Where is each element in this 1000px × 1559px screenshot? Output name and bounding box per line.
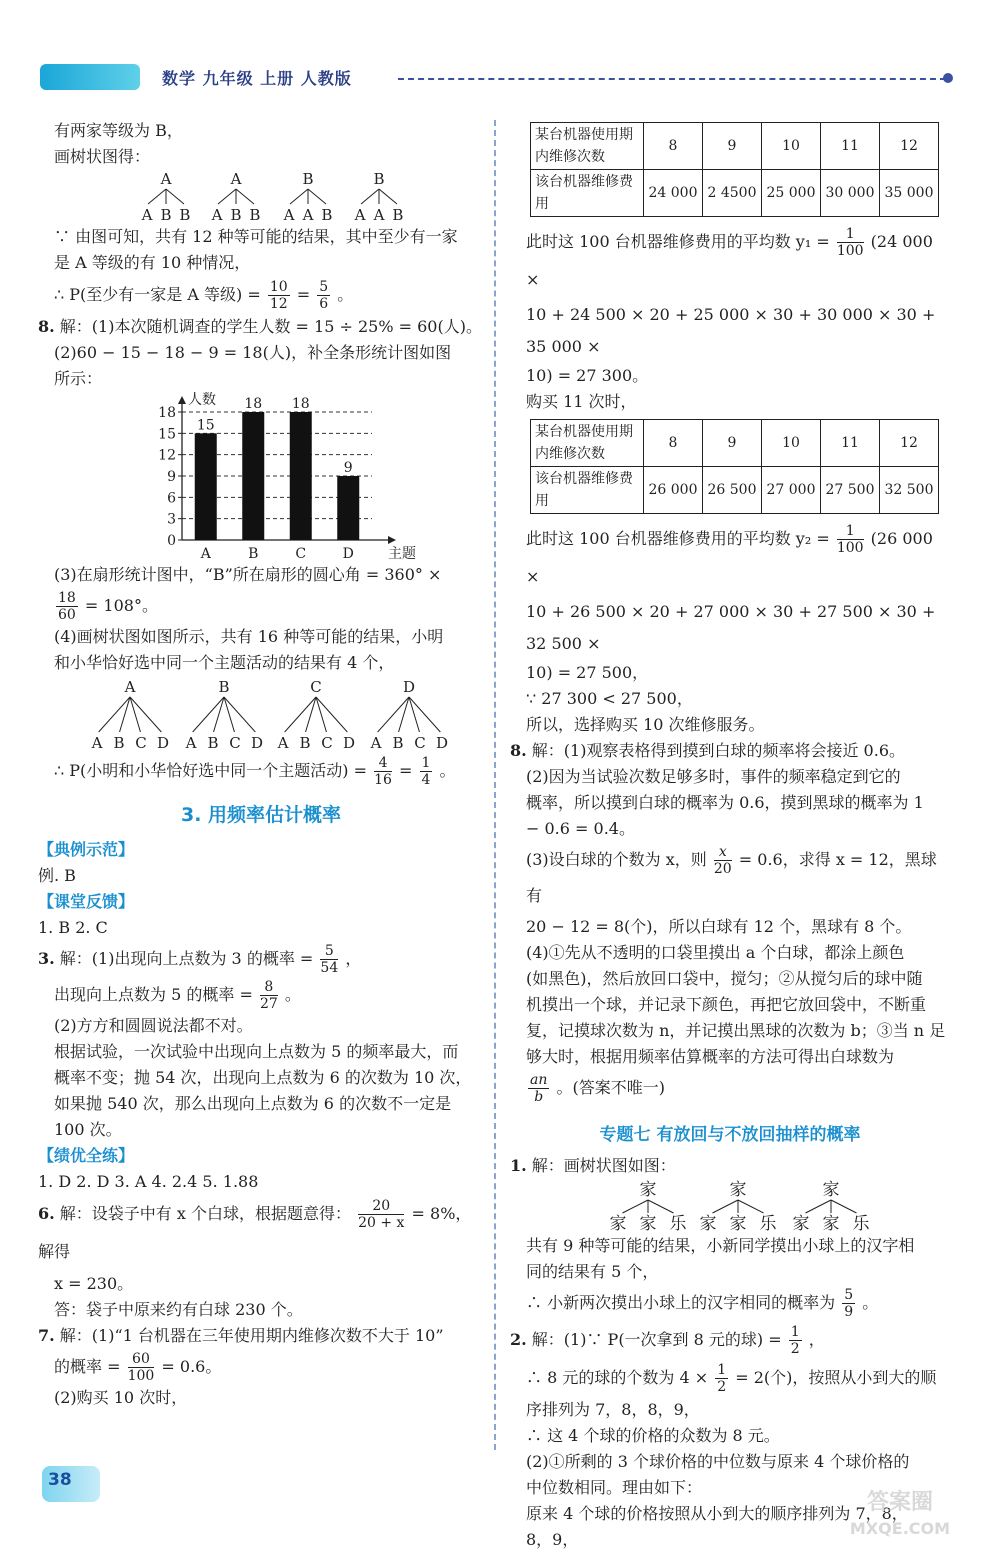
- text-line: [38, 1349, 484, 1385]
- tree-node: A: [302, 206, 314, 224]
- tree-node: C: [321, 734, 333, 752]
- tree-branch: [378, 697, 409, 732]
- text-line: 机摸出一个球，并记录下颜色，再把它放回袋中，不断重: [526, 995, 927, 1014]
- tree-node: D: [250, 734, 264, 752]
- text-fragment: 。: [439, 761, 456, 780]
- tree-node: A: [124, 678, 136, 696]
- text-fragment: 。: [862, 1293, 879, 1312]
- text-line: 和小华恰好选中同一个主题活动的结果有 4 个，: [54, 653, 395, 672]
- question-number: 3.: [38, 949, 55, 968]
- tree-branch: [738, 1200, 764, 1213]
- text-fragment: ，: [345, 949, 362, 968]
- table-header-cell: 该台机器维修费用: [531, 467, 644, 514]
- tree-node: 家: [822, 1214, 840, 1233]
- y-tick-label: 18: [158, 405, 176, 421]
- numerator: 5: [844, 1287, 854, 1303]
- denominator: b: [534, 1089, 544, 1105]
- answers-line: 1. B 2. C: [38, 918, 108, 937]
- text-fragment: = 108°。: [84, 596, 158, 615]
- fraction: [714, 844, 732, 877]
- text-line: 100 次。: [54, 1120, 122, 1139]
- text-fragment: = 2(个)，按照从小到大的顺: [735, 1368, 937, 1387]
- question-number: 1.: [510, 1156, 527, 1175]
- text-line: [38, 977, 484, 1013]
- text-line: 10 + 26 500 × 20 + 27 000 × 30 + 27 500 × 30 + 32 500 ×: [526, 602, 936, 653]
- y-tick-label: 9: [167, 469, 176, 485]
- tree-node: B: [113, 734, 125, 752]
- text-line: 10) = 27 500，: [526, 663, 649, 682]
- numerator: 5: [320, 943, 338, 960]
- text-line: 序排列为 7，8，8，9，: [526, 1400, 700, 1419]
- series-logo: [40, 64, 140, 90]
- tree-node: B: [392, 206, 404, 224]
- tree-node: D: [342, 734, 356, 752]
- table-row: [531, 123, 939, 170]
- denominator: 54: [320, 960, 339, 976]
- right-column: [510, 118, 950, 1553]
- numerator: 8: [260, 979, 278, 996]
- tree-diagram-3: [510, 1179, 950, 1233]
- y-tick-label: 15: [158, 426, 176, 443]
- text-line: 购买 11 次时，: [526, 392, 637, 411]
- answers-line: 1. D 2. D 3. A 4. 2.4 5. 1.88: [38, 1172, 259, 1191]
- tree-branch: [99, 697, 130, 732]
- page-number: 38: [42, 1466, 100, 1502]
- column-divider: [494, 120, 496, 1450]
- text-line: 复，记摸球次数为 n，并记摸出黑球的次数为 b；③当 n 足: [526, 1021, 946, 1040]
- fraction: [842, 1287, 855, 1320]
- table-cell: 9: [703, 123, 762, 170]
- tree-node: A: [230, 170, 242, 188]
- tree-node: C: [414, 734, 426, 752]
- y-axis-arrow: [178, 396, 186, 404]
- table-cell: 12: [880, 420, 939, 467]
- x-tick-label: B: [248, 546, 259, 562]
- text-line: − 0.6 = 0.4。: [526, 819, 635, 838]
- fraction: [837, 523, 864, 556]
- tree-diagram-2: [38, 676, 484, 752]
- tree-branch: [308, 189, 326, 204]
- tree-branch: [218, 189, 236, 204]
- text-fragment: 此时这 100 台机器维修费用的平均数 y₁ =: [526, 232, 830, 251]
- tree-diagram-2-svg: [38, 676, 484, 752]
- text-fragment: 解：(1)“1 台机器在三年使用期内维修次数不大于 10”: [59, 1326, 444, 1345]
- text-fragment: 。: [337, 285, 354, 304]
- text-fragment: (3)设白球的个数为 x，则: [526, 850, 707, 869]
- denominator: 27: [259, 996, 278, 1012]
- table-cell: 12: [880, 123, 939, 170]
- section-tag: 【课堂反馈】: [38, 892, 135, 911]
- tree-node: A: [211, 206, 223, 224]
- numerator: 1: [790, 1324, 800, 1340]
- denominator: 20 + x: [358, 1215, 405, 1231]
- tree-node: B: [302, 170, 314, 188]
- text-line: 10) = 27 300。: [526, 366, 649, 385]
- x-tick-label: D: [342, 546, 354, 562]
- denominator: 16: [374, 772, 392, 788]
- watermark-line: MXQE.COM: [849, 1519, 951, 1538]
- tree-node: 家: [699, 1214, 717, 1233]
- page-header: [40, 62, 960, 96]
- question-6: [38, 1195, 484, 1271]
- numerator: 1: [837, 523, 864, 540]
- tree-node: A: [141, 206, 153, 224]
- bar-chart-svg: [38, 392, 484, 562]
- text-fragment: 解：(1)本次随机调查的学生人数 = 15 ÷ 25% = 60(人)。: [59, 317, 482, 336]
- text-line: [38, 588, 484, 624]
- table-cell: 30 000: [821, 170, 880, 217]
- text-line: ∵ 由图可知，共有 12 种等可能的结果，其中至少有一家: [54, 227, 458, 246]
- x-axis-arrow: [388, 536, 396, 544]
- question-number: 2.: [510, 1330, 527, 1349]
- fraction: [837, 226, 864, 259]
- text-line: [510, 1285, 950, 1321]
- question-number: 7.: [38, 1326, 55, 1345]
- tree-diagram-1-svg: [38, 170, 484, 224]
- text-line: 概率，所以摸到白球的概率为 0.6，摸到黑球的概率为 1: [526, 793, 924, 812]
- denominator: 100: [836, 243, 864, 259]
- section-tag: 【典例示范】: [38, 840, 135, 859]
- repair-table-10: [530, 122, 939, 217]
- text-line: 答：袋子中原来约有白球 230 个。: [54, 1300, 303, 1319]
- text-fragment: = 0.6，求得 x = 12，黑球有: [526, 850, 937, 905]
- denominator: 60: [58, 607, 76, 623]
- text-fragment: 解：(1)观察表格得到摸到白球的频率将会接近 0.6。: [531, 741, 905, 760]
- table-cell: 8: [644, 420, 703, 467]
- numerator: 60: [128, 1351, 155, 1368]
- tree-node: B: [321, 206, 333, 224]
- tree-node: B: [299, 734, 311, 752]
- numerator: 1: [717, 1362, 727, 1378]
- tree-branch: [713, 1200, 739, 1213]
- fraction: [56, 590, 78, 623]
- text-fragment: 此时这 100 台机器维修费用的平均数 y₂ =: [526, 529, 830, 548]
- question-7: [38, 1323, 484, 1349]
- numerator: 20: [358, 1198, 404, 1215]
- table-cell: 2 4500: [703, 170, 762, 217]
- text-line: 共有 9 种等可能的结果，小新同学摸出小球上的汉字相: [526, 1236, 915, 1255]
- table-header-cell: 某台机器使用期内维修次数: [531, 123, 644, 170]
- tree-node: A: [277, 734, 289, 752]
- fraction: [789, 1324, 802, 1357]
- table-row: [531, 170, 939, 217]
- tree-node: B: [249, 206, 261, 224]
- text-fragment: =: [399, 761, 413, 780]
- text-fragment: 。(答案不唯一): [556, 1078, 665, 1097]
- table-cell: 11: [821, 123, 880, 170]
- tree-branch: [623, 1200, 649, 1213]
- tree-branch: [379, 189, 397, 204]
- text-fragment: ∴ 8 元的球的个数为 4 ×: [526, 1368, 709, 1387]
- text-fragment: ，: [808, 1330, 825, 1349]
- bar: [195, 433, 217, 540]
- tree-node: A: [370, 734, 382, 752]
- text-line: 原来 4 个球的价格按照从小到大的顺序排列为 7，8，: [526, 1504, 908, 1523]
- fraction: [320, 943, 338, 976]
- text-line: 是 A 等级的有 10 种情况，: [54, 253, 251, 272]
- tree-node: 家: [792, 1214, 810, 1233]
- text-fragment: ∴ P(至少有一家是 A 等级) =: [54, 285, 261, 304]
- denominator: 2: [790, 1341, 800, 1357]
- topic-question-1: [510, 1153, 950, 1179]
- tree-branch: [316, 697, 347, 732]
- question-8: [38, 314, 484, 340]
- tree-node: B: [392, 734, 404, 752]
- header-dot: [943, 73, 953, 83]
- tree-node: A: [354, 206, 366, 224]
- text-fragment: ∴ P(小明和小华恰好选中同一个主题活动) =: [54, 761, 368, 780]
- tree-node: 家: [639, 1214, 657, 1233]
- y-tick-label: 12: [158, 447, 176, 464]
- text-line: 如果抛 540 次，那么出现向上点数为 6 的次数不一定是: [54, 1094, 452, 1113]
- text-fragment: ∴ 小新两次摸出小球上的汉字相同的概率为: [526, 1293, 836, 1312]
- table-row: [531, 420, 939, 467]
- text-fragment: 出现向上点数为 5 的概率 =: [54, 985, 253, 1004]
- tree-node: 家: [639, 1180, 657, 1200]
- text-line: x = 230。: [54, 1274, 134, 1293]
- probability-line: [38, 752, 484, 790]
- numerator: 1: [837, 226, 864, 243]
- text-fragment: 的概率 =: [54, 1357, 121, 1376]
- numerator: x: [714, 844, 732, 861]
- question-8-right: [510, 738, 950, 764]
- bar-data-label: 18: [291, 396, 310, 412]
- bar-data-label: 18: [244, 396, 263, 412]
- tree-branch: [166, 189, 184, 204]
- table-header-cell: 该台机器维修费用: [531, 170, 644, 217]
- tree-branch: [290, 189, 308, 204]
- y-tick-label: 6: [167, 490, 176, 507]
- table-cell: 35 000: [880, 170, 939, 217]
- numerator: 5: [319, 279, 329, 295]
- tree-branch: [130, 697, 161, 732]
- bar-data-label: 9: [343, 460, 353, 476]
- tree-node: 乐: [852, 1214, 870, 1233]
- table-cell: 26 000: [644, 467, 703, 514]
- question-number: 8.: [510, 741, 527, 760]
- denominator: 9: [844, 1304, 854, 1320]
- fraction: [268, 279, 290, 312]
- header-dashed-rule: [398, 78, 946, 80]
- denominator: 20: [713, 861, 732, 877]
- numerator: 1: [421, 755, 431, 771]
- tree-node: B: [218, 678, 230, 696]
- fraction: [374, 755, 392, 788]
- text-line: 中位数相同。理由如下：: [526, 1478, 703, 1497]
- fraction: [260, 979, 278, 1012]
- left-column: [38, 118, 484, 1411]
- tree-diagram-3-svg: [510, 1179, 950, 1233]
- tree-node: 家: [822, 1180, 840, 1200]
- text-fragment: 解：画树状图如图：: [531, 1156, 676, 1175]
- bar: [242, 412, 264, 540]
- text-line: (2)购买 10 次时，: [54, 1388, 188, 1407]
- text-line: 根据试验，一次试验中出现向上点数为 5 的频率最大，而: [54, 1042, 459, 1061]
- tree-branch: [285, 697, 316, 732]
- tree-diagram-1: [38, 170, 484, 224]
- denominator: 100: [836, 540, 864, 556]
- watermark-line: 答案圈: [866, 1490, 933, 1515]
- question-number: 8.: [38, 317, 55, 336]
- section-tag: 【绩优全练】: [38, 1146, 135, 1165]
- section-title: 3. 用频率估计概率: [180, 804, 342, 826]
- text-line: 所示：: [54, 369, 103, 388]
- fraction: [420, 755, 433, 788]
- text-line: 所以，选择购买 10 次维修服务。: [526, 715, 765, 734]
- table-row: [531, 467, 939, 514]
- tree-node: B: [230, 206, 242, 224]
- probability-line: [38, 276, 484, 314]
- x-axis-label: 主题: [388, 546, 416, 562]
- fraction: [715, 1362, 728, 1395]
- bar-chart: [38, 392, 484, 562]
- tree-branch: [193, 697, 224, 732]
- numerator: an: [530, 1072, 548, 1088]
- fraction: [358, 1198, 404, 1231]
- text-line: [510, 1070, 950, 1106]
- tree-node: A: [185, 734, 197, 752]
- table-cell: 32 500: [880, 467, 939, 514]
- numerator: 4: [374, 755, 392, 772]
- numerator: 10: [269, 279, 288, 295]
- topic-title: 专题七 有放回与不放回抽样的概率: [599, 1125, 861, 1145]
- text-line: (3)在扇形统计图中，“B”所在扇形的圆心角 = 360° ×: [54, 565, 442, 584]
- tree-node: 家: [729, 1180, 747, 1200]
- tree-node: 乐: [759, 1214, 777, 1233]
- tree-node: A: [160, 170, 172, 188]
- tree-node: B: [179, 206, 191, 224]
- text-line: 20 − 12 = 8(个)，所以白球有 12 个，黑球有 8 个。: [526, 917, 912, 936]
- text-fragment: 解：设袋子中有 x 个白球，根据题意得：: [59, 1204, 351, 1223]
- text-line: ∵ 27 300 < 27 500，: [526, 689, 693, 708]
- text-line: (2)60 − 15 − 18 − 9 = 18(人)，补全条形统计图如图: [54, 343, 452, 362]
- text-line: 10 + 24 500 × 20 + 25 000 × 30 + 30 000 × 30 + 35 000 ×: [526, 305, 936, 356]
- tree-branch: [148, 189, 166, 204]
- y-axis-label: 人数: [188, 392, 216, 408]
- tree-branch: [361, 189, 379, 204]
- table-cell: 25 000: [762, 170, 821, 217]
- tree-node: 乐: [669, 1214, 687, 1233]
- text-line: (4)①先从不透明的口袋里摸出 a 个白球，都涂上颜色: [526, 943, 905, 962]
- text-fragment: 。: [284, 985, 301, 1004]
- text-line: (2)因为当试验次数足够多时，事件的频率稳定到它的: [526, 767, 901, 786]
- x-tick-label: C: [295, 546, 307, 562]
- table-cell: 11: [821, 420, 880, 467]
- watermark: [820, 1490, 980, 1550]
- text-fragment: =: [296, 285, 311, 304]
- tree-node: D: [402, 678, 416, 696]
- y-tick-label: 0: [167, 533, 176, 549]
- header-title: 数学 九年级 上册 人教版: [162, 69, 352, 88]
- table-header-cell: 某台机器使用期内维修次数: [531, 420, 644, 467]
- fraction: [128, 1351, 155, 1384]
- tree-node: A: [283, 206, 295, 224]
- text-line: 同的结果有 5 个，: [526, 1262, 659, 1281]
- tree-node: B: [207, 734, 219, 752]
- denominator: 2: [717, 1379, 727, 1395]
- table-cell: 10: [762, 420, 821, 467]
- tree-node: 家: [609, 1214, 627, 1233]
- text-line: 例. B: [38, 866, 76, 885]
- tree-node: 家: [729, 1214, 747, 1233]
- x-tick-label: A: [200, 546, 211, 562]
- table-cell: 8: [644, 123, 703, 170]
- repair-table-11: [530, 419, 939, 514]
- tree-branch: [409, 697, 440, 732]
- fraction: [528, 1072, 549, 1105]
- text-fragment: (26 000 ×: [526, 529, 933, 586]
- table-cell: 24 000: [644, 170, 703, 217]
- tree-node: C: [229, 734, 241, 752]
- text-line: (如黑色)，然后放回口袋中，搅匀；②从搅匀后的球中随: [526, 969, 923, 988]
- tree-node: C: [135, 734, 147, 752]
- denominator: 100: [127, 1368, 155, 1384]
- bar: [290, 412, 312, 540]
- bar: [337, 476, 359, 540]
- text-fragment: = 8%，解得: [38, 1204, 472, 1261]
- denominator: 12: [269, 296, 288, 312]
- text-fragment: = 0.6。: [161, 1357, 222, 1376]
- tree-node: B: [160, 206, 172, 224]
- question-number: 6.: [38, 1204, 55, 1223]
- text-line: 够大时，根据用频率估算概率的方法可得出白球数为: [526, 1047, 895, 1066]
- tree-branch: [224, 697, 255, 732]
- text-fragment: 解：(1)出现向上点数为 3 的概率 =: [59, 949, 314, 968]
- tree-node: A: [373, 206, 385, 224]
- text-line: 8，9，: [526, 1530, 579, 1549]
- text-line: 画树状图得：: [54, 147, 151, 166]
- tree-branch: [806, 1200, 832, 1213]
- numerator: 18: [58, 590, 76, 606]
- table-cell: 26 500: [703, 467, 762, 514]
- table-cell: 10: [762, 123, 821, 170]
- text-line: [510, 1359, 950, 1397]
- text-line: (2)方方和圆圆说法都不对。: [54, 1016, 253, 1035]
- tree-node: C: [310, 678, 322, 696]
- denominator: 6: [319, 296, 329, 312]
- tree-node: D: [435, 734, 449, 752]
- text-fragment: (24 000 ×: [526, 232, 933, 289]
- tree-branch: [236, 189, 254, 204]
- tree-node: D: [156, 734, 170, 752]
- bar-data-label: 15: [196, 417, 215, 434]
- denominator: 4: [421, 772, 431, 788]
- text-line: [510, 842, 950, 914]
- text-line: [510, 223, 950, 299]
- text-fragment: 解：(1)∵ P(一次拿到 8 元的球) =: [531, 1330, 782, 1349]
- tree-node: A: [91, 734, 103, 752]
- table-cell: 27 500: [821, 467, 880, 514]
- text-line: ∴ 这 4 个球的价格的众数为 8 元。: [526, 1426, 780, 1445]
- tree-branch: [648, 1200, 674, 1213]
- text-line: [510, 520, 950, 596]
- table-cell: 27 000: [762, 467, 821, 514]
- y-tick-label: 3: [167, 511, 176, 528]
- question-3: [38, 941, 484, 977]
- fraction: [317, 279, 330, 312]
- text-line: (4)画树状图如图所示，共有 16 种等可能的结果，小明: [54, 627, 444, 646]
- topic-question-2: [510, 1321, 950, 1359]
- tree-node: B: [373, 170, 385, 188]
- text-line: 概率不变；抛 54 次，出现向上点数为 6 的次数为 10 次，: [54, 1068, 472, 1087]
- tree-branch: [831, 1200, 857, 1213]
- table-cell: 9: [703, 420, 762, 467]
- text-line: 有两家等级为 B，: [54, 121, 183, 140]
- text-line: (2)①所剩的 3 个球价格的中位数与原来 4 个球价格的: [526, 1452, 910, 1471]
